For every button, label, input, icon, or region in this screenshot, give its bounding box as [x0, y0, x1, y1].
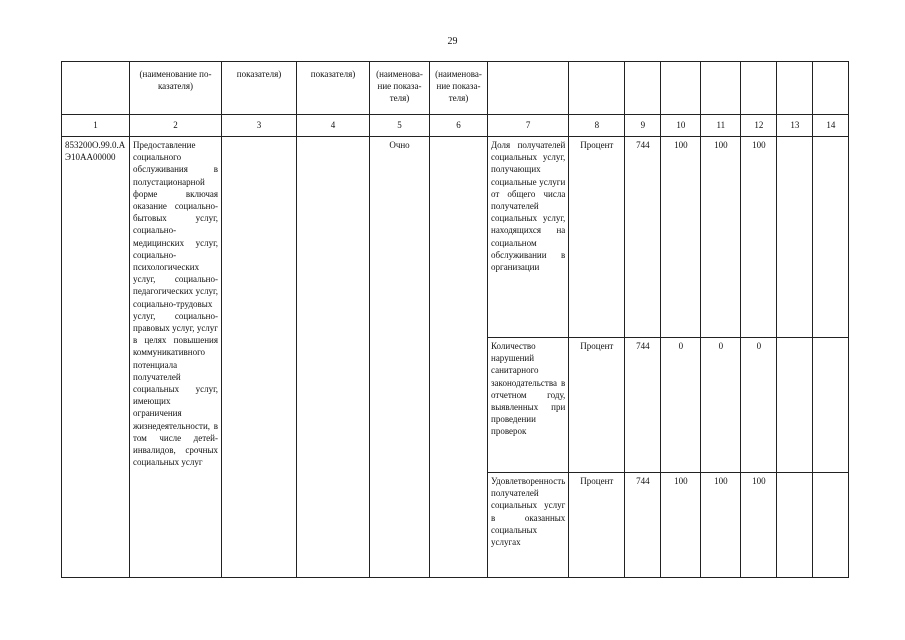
empty-cell [222, 137, 297, 578]
header-cell [777, 62, 813, 115]
okei-code: 744 [625, 137, 661, 338]
service-form: Очно [370, 137, 430, 578]
indicator-unit: Процент [569, 473, 625, 578]
value-col-13 [777, 338, 813, 473]
header-cell [569, 62, 625, 115]
column-number: 13 [777, 115, 813, 137]
header-cell: (наименование по- казателя) [130, 62, 222, 115]
okei-code: 744 [625, 473, 661, 578]
value-col-10: 0 [661, 338, 701, 473]
value-col-11: 100 [701, 473, 741, 578]
header-cell: показателя) [222, 62, 297, 115]
header-cell [701, 62, 741, 115]
header-cell [62, 62, 130, 115]
column-number: 5 [370, 115, 430, 137]
header-cell [661, 62, 701, 115]
column-number: 1 [62, 115, 130, 137]
column-number-row [62, 115, 849, 137]
header-cell [488, 62, 569, 115]
service-name: Предоставление социального обслуживания в полустационарной форме включая оказание социально-бытовых услуг, социально-медицинских услуг, социально-психологических услуг, социально-педагогических услуг, социально-трудовых услуг, социально-правовых услуг, услуг в целях повышения коммуникативного потенциала получателей социальных услуг, имеющих ограничения жизнедеятельности, в том числе детей-инвалидов, срочных социальных услуг [130, 137, 222, 578]
column-number: 4 [297, 115, 370, 137]
header-cell [741, 62, 777, 115]
value-col-10: 100 [661, 137, 701, 338]
column-number: 9 [625, 115, 661, 137]
service-indicators-table [61, 61, 849, 578]
empty-cell [430, 137, 488, 578]
column-number: 3 [222, 115, 297, 137]
header-cell: (наименова- ние показа- теля) [430, 62, 488, 115]
value-col-14 [813, 137, 849, 338]
value-col-12: 100 [741, 473, 777, 578]
column-number: 2 [130, 115, 222, 137]
column-number: 8 [569, 115, 625, 137]
value-col-11: 0 [701, 338, 741, 473]
table-row [62, 137, 849, 338]
value-col-10: 100 [661, 473, 701, 578]
header-row [62, 62, 849, 115]
header-cell: (наименова- ние показа- теля) [370, 62, 430, 115]
value-col-13 [777, 137, 813, 338]
indicator-unit: Процент [569, 338, 625, 473]
indicator-name: Количество нарушений санитарного законодательства в отчетном году, выявленных при проведении проверок [488, 338, 569, 473]
column-number: 7 [488, 115, 569, 137]
value-col-14 [813, 473, 849, 578]
indicator-name: Удовлетворенность получателей социальных услуг в оказанных социальных услугах [488, 473, 569, 578]
empty-cell [297, 137, 370, 578]
column-number: 11 [701, 115, 741, 137]
header-cell [625, 62, 661, 115]
value-col-13 [777, 473, 813, 578]
column-number: 14 [813, 115, 849, 137]
okei-code: 744 [625, 338, 661, 473]
column-number: 6 [430, 115, 488, 137]
indicator-unit: Процент [569, 137, 625, 338]
value-col-12: 100 [741, 137, 777, 338]
value-col-11: 100 [701, 137, 741, 338]
registry-code: 853200О.99.0.АЭ10АА00000 [62, 137, 130, 578]
header-cell [813, 62, 849, 115]
indicator-name: Доля получателей социальных услуг, получающих социальные услуги от общего числа получателей социальных услуг, находящихся на социальном обслуживании в организации [488, 137, 569, 338]
value-col-14 [813, 338, 849, 473]
page-number: 29 [447, 36, 458, 47]
column-number: 12 [741, 115, 777, 137]
header-cell: показателя) [297, 62, 370, 115]
column-number: 10 [661, 115, 701, 137]
value-col-12: 0 [741, 338, 777, 473]
